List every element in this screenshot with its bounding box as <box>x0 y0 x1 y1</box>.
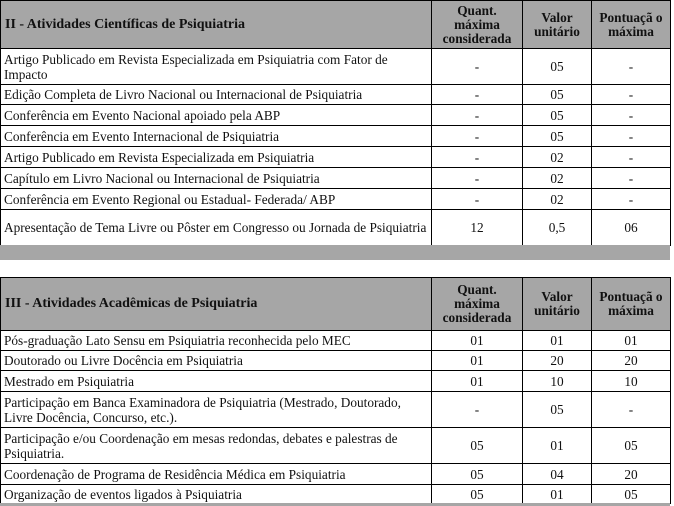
column-header-unit: Valor unitário <box>523 278 592 331</box>
qty-cell: 01 <box>432 371 523 392</box>
activity-cell: Mestrado em Psiquiatria <box>1 371 432 392</box>
max-cell: - <box>592 49 671 85</box>
activity-cell: Conferência em Evento Regional ou Estadual- Federada/ ABP <box>1 189 432 210</box>
unit-cell: 10 <box>523 371 592 392</box>
unit-cell: 02 <box>523 168 592 189</box>
qty-cell: - <box>432 126 523 147</box>
column-header-qty: Quant. máxima considerada <box>432 1 523 49</box>
table-header-row <box>1 1 671 49</box>
activity-cell: Organização de eventos ligados à Psiquiatria <box>1 485 432 504</box>
qty-cell: - <box>432 189 523 210</box>
activity-cell: Conferência em Evento Nacional apoiado pela ABP <box>1 105 432 126</box>
max-cell: - <box>592 168 671 189</box>
table-row <box>1 464 671 485</box>
table-row <box>1 371 671 392</box>
section-title: II - Atividades Científicas de Psiquiatria <box>1 1 432 49</box>
activity-cell: Doutorado ou Livre Docência em Psiquiatria <box>1 351 432 371</box>
max-cell: - <box>592 126 671 147</box>
academic-activities-table <box>0 277 671 504</box>
max-cell: 20 <box>592 351 671 371</box>
activity-cell: Participação e/ou Coordenação em mesas redondas, debates e palestras de Psiquiatria. <box>1 428 432 464</box>
column-header-unit: Valor unitário <box>523 1 592 49</box>
qty-cell: - <box>432 49 523 85</box>
section-title: III - Atividades Acadêmicas de Psiquiatria <box>1 278 432 331</box>
unit-cell: 01 <box>523 485 592 504</box>
activity-cell: Artigo Publicado em Revista Especializada em Psiquiatria <box>1 147 432 168</box>
qty-cell: - <box>432 85 523 105</box>
max-cell: - <box>592 392 671 428</box>
unit-cell: 01 <box>523 331 592 351</box>
max-cell: - <box>592 105 671 126</box>
section-divider-bar <box>0 245 670 260</box>
table-row <box>1 49 671 85</box>
max-cell: 05 <box>592 485 671 504</box>
qty-cell: 01 <box>432 331 523 351</box>
qty-cell: 12 <box>432 210 523 246</box>
activity-cell: Capítulo em Livro Nacional ou Internacional de Psiquiatria <box>1 168 432 189</box>
scientific-activities-table <box>0 0 671 246</box>
unit-cell: 02 <box>523 189 592 210</box>
table-row <box>1 210 671 246</box>
unit-cell: 05 <box>523 392 592 428</box>
unit-cell: 20 <box>523 351 592 371</box>
qty-cell: - <box>432 147 523 168</box>
activity-cell: Coordenação de Programa de Residência Médica em Psiquiatria <box>1 464 432 485</box>
unit-cell: 0,5 <box>523 210 592 246</box>
activity-cell: Pós-graduação Lato Sensu em Psiquiatria reconhecida pelo MEC <box>1 331 432 351</box>
max-cell: 01 <box>592 331 671 351</box>
qty-cell: 05 <box>432 464 523 485</box>
unit-cell: 01 <box>523 428 592 464</box>
table-row <box>1 428 671 464</box>
unit-cell: 05 <box>523 85 592 105</box>
qty-cell: - <box>432 105 523 126</box>
table-row <box>1 168 671 189</box>
qty-cell: - <box>432 168 523 189</box>
table-header-row <box>1 278 671 331</box>
table-row <box>1 85 671 105</box>
qty-cell: 05 <box>432 428 523 464</box>
column-header-max: Pontuaçã o máxima <box>592 278 671 331</box>
unit-cell: 02 <box>523 147 592 168</box>
qty-cell: 05 <box>432 485 523 504</box>
column-header-qty: Quant. máxima considerada <box>432 278 523 331</box>
qty-cell: 01 <box>432 351 523 371</box>
unit-cell: 05 <box>523 49 592 85</box>
unit-cell: 04 <box>523 464 592 485</box>
max-cell: - <box>592 147 671 168</box>
activity-cell: Apresentação de Tema Livre ou Pôster em Congresso ou Jornada de Psiquiatria <box>1 210 432 246</box>
max-cell: - <box>592 189 671 210</box>
activity-cell: Participação em Banca Examinadora de Psiquiatria (Mestrado, Doutorado, Livre Docência, Concurso, etc.). <box>1 392 432 428</box>
table-row <box>1 485 671 504</box>
max-cell: 06 <box>592 210 671 246</box>
unit-cell: 05 <box>523 126 592 147</box>
max-cell: - <box>592 85 671 105</box>
column-header-max: Pontuaçã o máxima <box>592 1 671 49</box>
table-row <box>1 392 671 428</box>
table-row <box>1 126 671 147</box>
table-row <box>1 105 671 126</box>
table-row <box>1 351 671 371</box>
max-cell: 10 <box>592 371 671 392</box>
unit-cell: 05 <box>523 105 592 126</box>
qty-cell: - <box>432 392 523 428</box>
table-row <box>1 331 671 351</box>
activity-cell: Artigo Publicado em Revista Especializada em Psiquiatria com Fator de Impacto <box>1 49 432 85</box>
max-cell: 20 <box>592 464 671 485</box>
max-cell: 05 <box>592 428 671 464</box>
table-row <box>1 189 671 210</box>
activity-cell: Edição Completa de Livro Nacional ou Internacional de Psiquiatria <box>1 85 432 105</box>
activity-cell: Conferência em Evento Internacional de Psiquiatria <box>1 126 432 147</box>
table-row <box>1 147 671 168</box>
